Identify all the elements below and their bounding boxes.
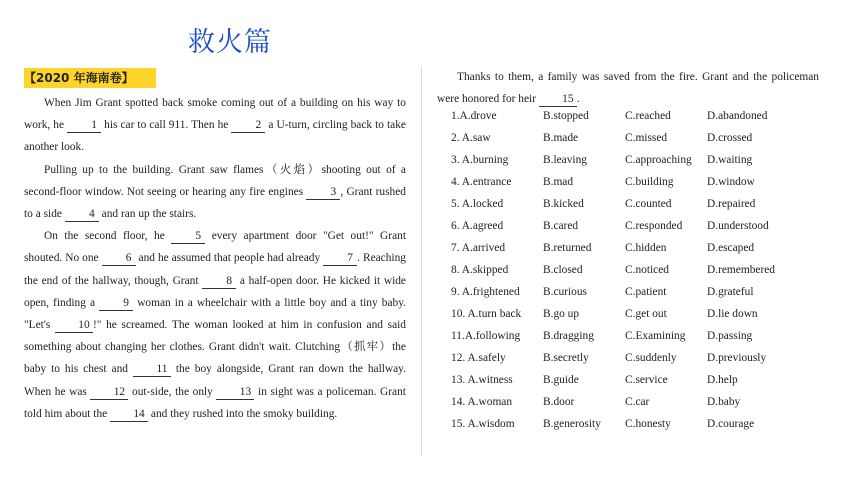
page-title: 救火篇 <box>188 27 272 58</box>
option-10-C: C.get out <box>625 308 667 320</box>
option-6-C: C.responded <box>625 220 683 232</box>
option-7-A: 7. A.arrived <box>451 242 506 254</box>
option-15-D: D.courage <box>707 418 755 430</box>
option-13-D: D.help <box>707 374 738 386</box>
passage-text: in sight was a policeman. Grant told him about the <box>24 385 406 420</box>
option-11-A: 11.A.following <box>451 330 521 342</box>
option-14-D: D.baby <box>707 396 741 408</box>
blank-7: 7 <box>323 251 357 266</box>
option-3-D: D.waiting <box>707 154 753 166</box>
blank-11: 11 <box>133 362 171 377</box>
option-9-A: 9. A.frightened <box>451 286 520 298</box>
option-12-A: 12. A.safely <box>451 352 506 364</box>
option-2-A: 2. A.saw <box>451 132 491 144</box>
option-14-A: 14. A.woman <box>451 396 513 408</box>
passage-paragraph-4 <box>437 66 819 110</box>
option-13-B: B.guide <box>543 374 579 386</box>
column-divider <box>421 66 422 456</box>
passage-text: and they rushed into the smoky building. <box>148 407 338 420</box>
option-4-D: D.window <box>707 176 755 188</box>
option-8-B: B.closed <box>543 264 583 276</box>
passage-text: . Reaching the end of the hallway, though, Grant <box>24 252 406 287</box>
option-4-A: 4. A.entrance <box>451 176 512 188</box>
passage-paragraph-2 <box>24 159 406 226</box>
option-9-B: B.curious <box>543 286 587 298</box>
passage-text: out-side, the only <box>128 385 217 398</box>
passage-right-column <box>437 66 819 110</box>
option-8-A: 8. A.skipped <box>451 264 509 276</box>
option-5-D: D.repaired <box>707 198 756 210</box>
passage-paragraph-1 <box>24 92 406 159</box>
passage-text: !" he screamed. The woman looked at him in confusion and said something about changing her clothes. Grant didn't wait. Clutching（抓牢）the baby to his chest and <box>24 319 406 376</box>
blank-1: 1 <box>67 118 101 133</box>
blank-12: 12 <box>90 385 128 400</box>
option-8-D: D.remembered <box>707 264 775 276</box>
option-10-D: D.lie down <box>707 308 758 320</box>
passage-text: . <box>576 93 580 106</box>
passage-paragraph-3 <box>24 225 406 425</box>
option-2-D: D.crossed <box>707 132 753 144</box>
passage-text: a half-open door. He kicked it wide open, finding a <box>24 274 406 309</box>
blank-9: 9 <box>99 296 133 311</box>
blank-2: 2 <box>231 118 265 133</box>
option-13-C: C.service <box>625 374 668 386</box>
option-1-D: D.abandoned <box>707 110 768 122</box>
option-3-A: 3. A.burning <box>451 154 509 166</box>
passage-text: Thanks to them, a family was saved from the fire. Grant and the policeman were honored for heir <box>437 71 819 106</box>
option-9-D: D.grateful <box>707 286 754 298</box>
blank-3: 3 <box>306 185 340 200</box>
option-13-A: 13. A.witness <box>451 374 513 386</box>
passage-text: and ran up the stairs. <box>98 208 197 221</box>
blank-14: 14 <box>110 407 148 422</box>
passage-text: and he assumed that people had already <box>135 252 324 265</box>
passage-text: every apartment door "Get out!" Grant shouted. No one <box>24 230 406 265</box>
option-15-C: C.honesty <box>625 418 671 430</box>
option-4-B: B.mad <box>543 176 574 188</box>
option-12-C: C.suddenly <box>625 352 677 364</box>
passage-text: his car to call 911. Then he <box>101 119 232 132</box>
option-6-D: D.understood <box>707 220 769 232</box>
option-6-A: 6. A.agreed <box>451 220 504 232</box>
option-7-D: D.escaped <box>707 242 755 254</box>
blank-13: 13 <box>216 385 254 400</box>
blank-6: 6 <box>102 251 136 266</box>
option-1-A: 1.A.drove <box>451 110 497 122</box>
option-11-D: D.passing <box>707 330 753 342</box>
option-12-B: B.secretly <box>543 352 589 364</box>
option-14-B: B.door <box>543 396 575 408</box>
option-1-C: C.reached <box>625 110 671 122</box>
option-6-B: B.cared <box>543 220 579 232</box>
option-2-C: C.missed <box>625 132 668 144</box>
passage-text: , Grant rushed to a side <box>24 185 406 221</box>
passage-left-column <box>24 92 406 425</box>
option-11-C: C.Examining <box>625 330 686 342</box>
option-7-B: B.returned <box>543 242 592 254</box>
option-5-B: B.kicked <box>543 198 584 210</box>
blank-4: 4 <box>65 207 99 222</box>
option-3-B: B.leaving <box>543 154 587 166</box>
passage-text: On the second floor, he <box>44 230 172 243</box>
option-7-C: C.hidden <box>625 242 667 254</box>
option-9-C: C.patient <box>625 286 667 298</box>
option-10-A: 10. A.turn back <box>451 308 522 320</box>
option-5-C: C.counted <box>625 198 672 210</box>
passage-text: a U-turn, circling back to take another look. <box>24 119 406 154</box>
option-11-B: B.dragging <box>543 330 594 342</box>
blank-5: 5 <box>171 229 205 244</box>
option-1-B: B.stopped <box>543 110 589 122</box>
passage-text: woman in a wheelchair with a little boy and a tiny baby. "Let's <box>24 296 407 332</box>
passage-text: the boy alongside, Grant ran down the hallway. When he was <box>24 363 406 398</box>
option-2-B: B.made <box>543 132 579 144</box>
option-15-A: 15. A.wisdom <box>451 418 515 430</box>
option-3-C: C.approaching <box>625 154 692 166</box>
option-5-A: 5. A.locked <box>451 198 504 210</box>
passage-text: Pulling up to the building. Grant saw flames（火焰）shooting out of a second-floor window. Not seeing or hearing any fire engines <box>24 163 406 198</box>
blank-10: 10 <box>55 318 93 333</box>
option-12-D: D.previously <box>707 352 767 364</box>
option-15-B: B.generosity <box>543 418 601 430</box>
option-14-C: C.car <box>625 396 650 408</box>
source-tag: 【2020 年海南卷】 <box>24 68 156 88</box>
option-10-B: B.go up <box>543 308 580 320</box>
blank-15: 15 <box>539 92 577 107</box>
option-8-C: C.noticed <box>625 264 669 276</box>
passage-text: When Jim Grant spotted back smoke coming out of a building on his way to work, he <box>24 97 406 132</box>
option-4-C: C.building <box>625 176 674 188</box>
blank-8: 8 <box>202 274 236 289</box>
